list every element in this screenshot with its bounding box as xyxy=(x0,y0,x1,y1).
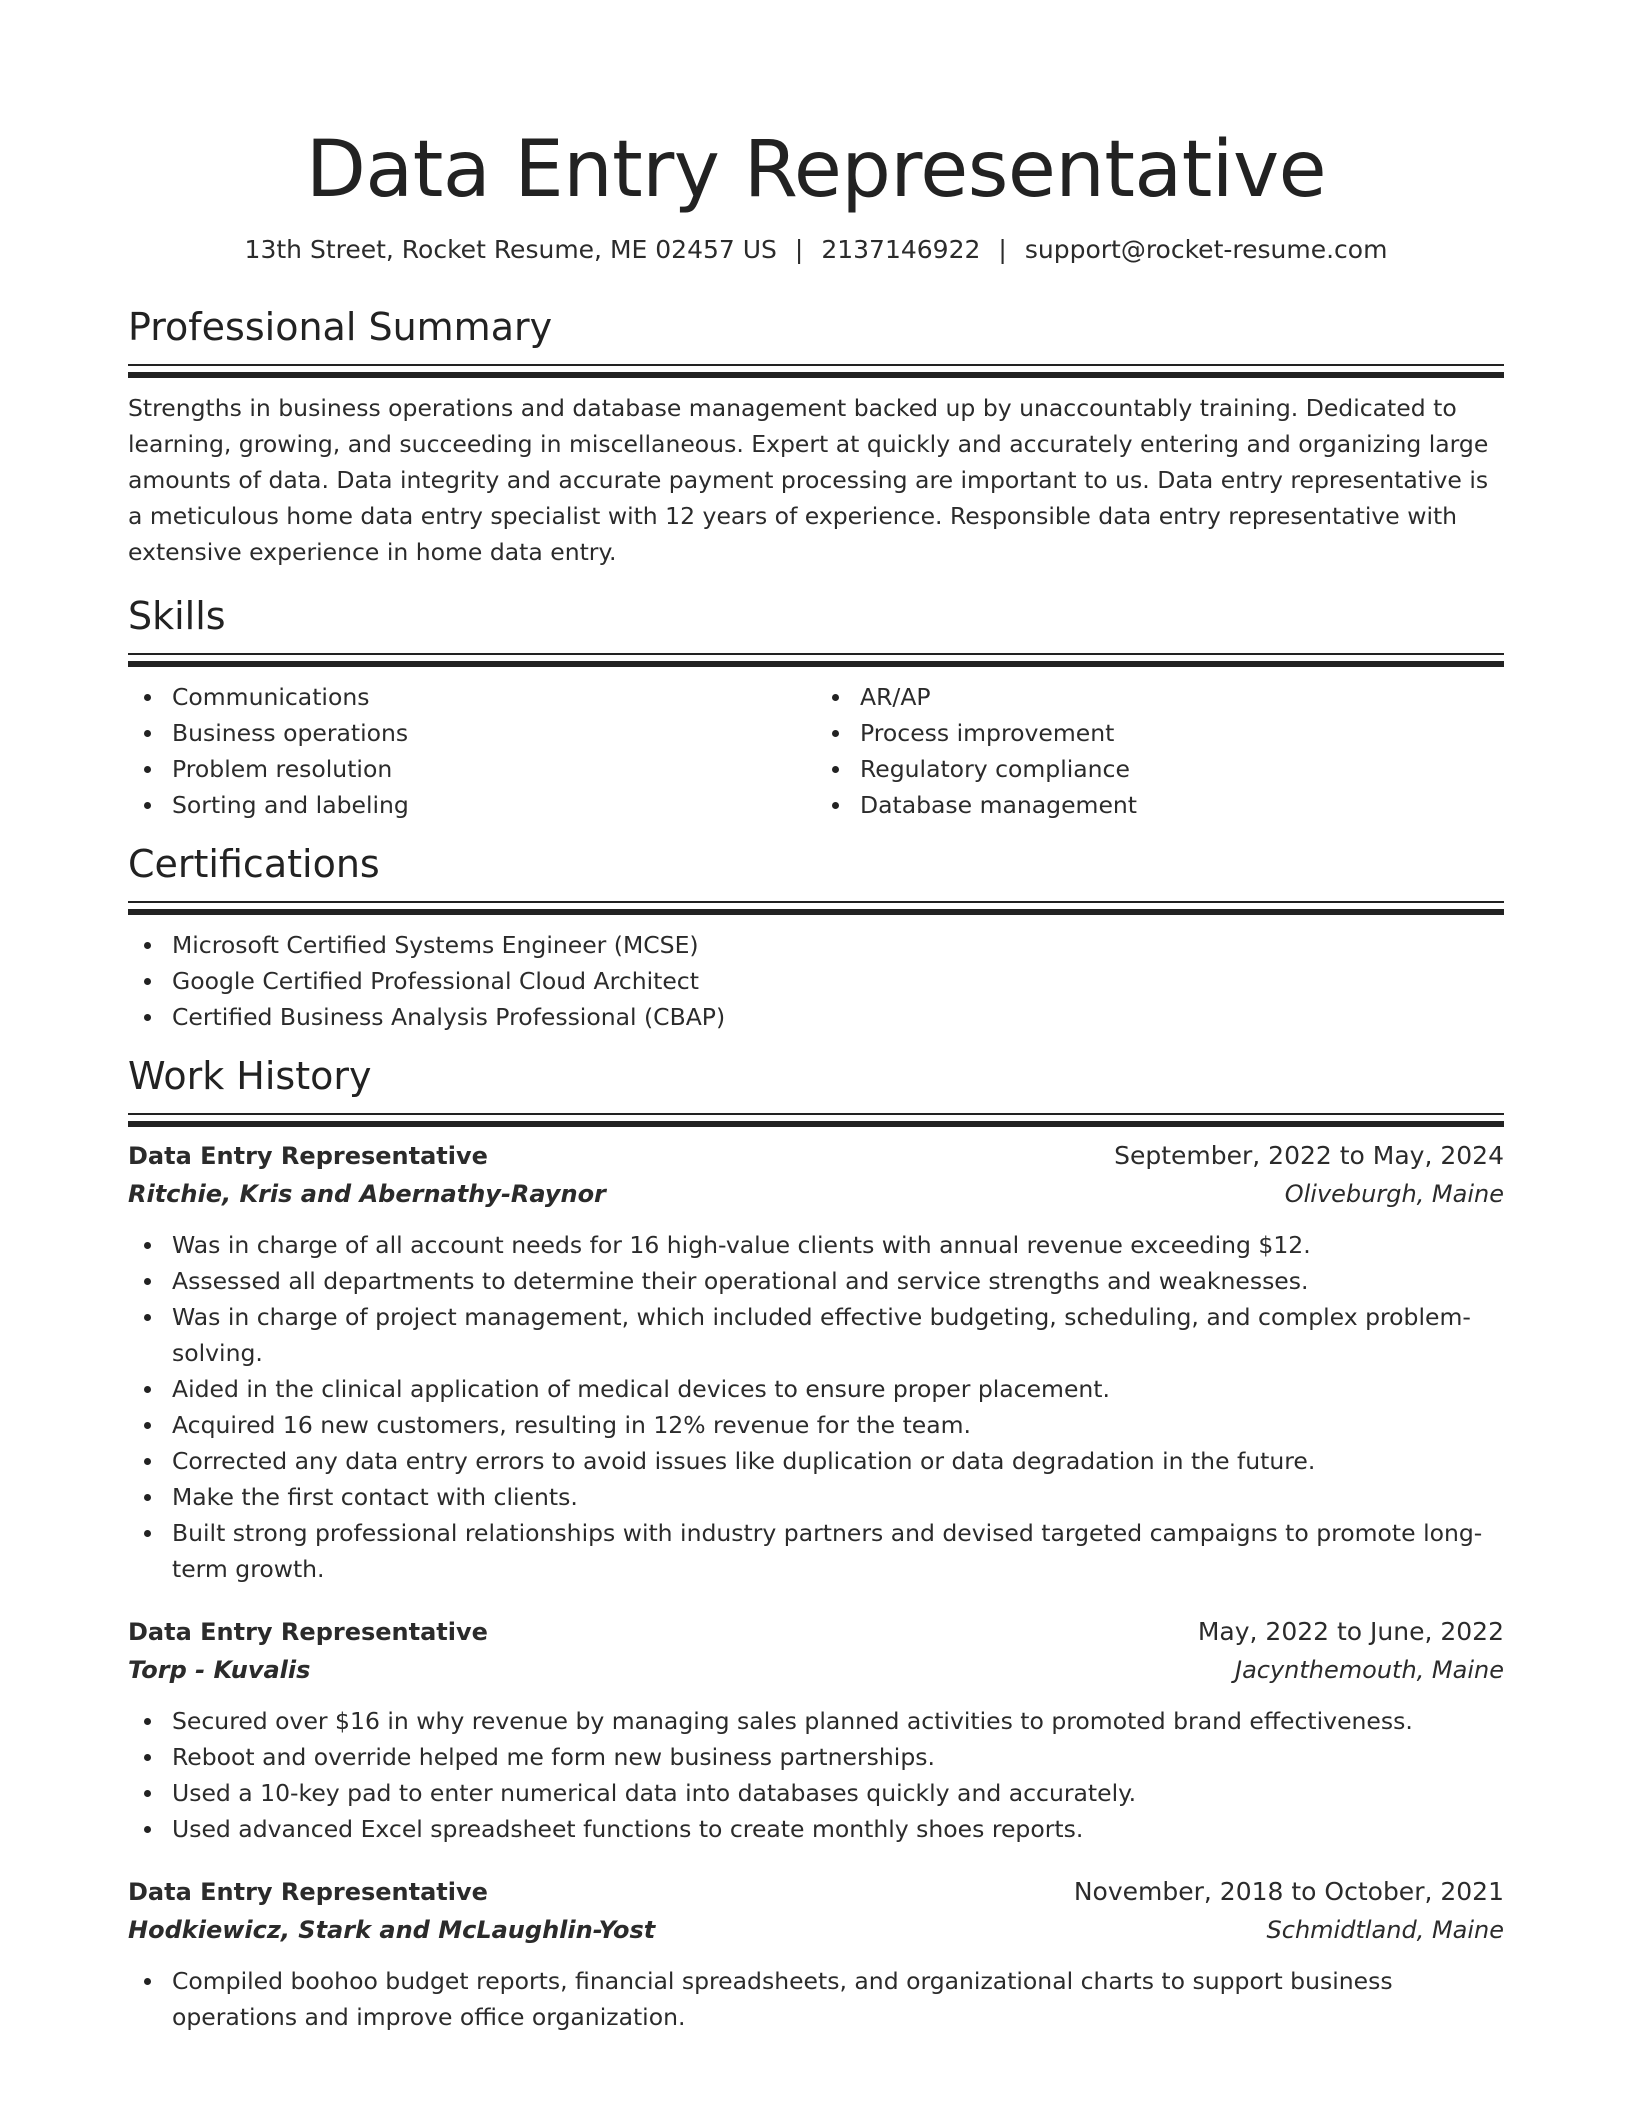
job-bullet: Used a 10-key pad to enter numerical data into databases quickly and accurately. xyxy=(172,1775,1504,1811)
job-bullet: Reboot and override helped me form new business partnerships. xyxy=(172,1739,1504,1775)
section-title-skills: Skills xyxy=(128,594,226,638)
job-company-row xyxy=(128,1911,1504,1949)
job-header-row xyxy=(128,1137,1504,1175)
contact-phone: 2137146922 xyxy=(821,235,981,264)
certifications-section xyxy=(128,839,1504,1035)
job-dates: May, 2022 to June, 2022 xyxy=(1197,1617,1504,1646)
contact-email: support@rocket-resume.com xyxy=(1024,235,1388,264)
job-bullet: Built strong professional relationships with industry partners and devised targeted campaigns to promote long-term growth. xyxy=(172,1515,1504,1587)
job-header-row xyxy=(128,1613,1504,1651)
job-bullet: Secured over $16 in why revenue by managing sales planned activities to promoted brand effectiveness. xyxy=(172,1703,1504,1739)
job-company-row xyxy=(128,1651,1504,1689)
skill-item: Communications xyxy=(172,679,816,715)
job-company: Hodkiewicz, Stark and McLaughlin-Yost xyxy=(128,1916,656,1944)
skill-item: Sorting and labeling xyxy=(172,787,816,823)
job-dates: November, 2018 to October, 2021 xyxy=(1073,1877,1504,1906)
job-company: Torp - Kuvalis xyxy=(128,1656,311,1684)
section-title-certifications: Certifications xyxy=(128,842,380,886)
job-entry xyxy=(128,1613,1504,1847)
summary-text: Strengths in business operations and database management backed up by unaccountably training. Dedicated to learning, growing, and succeeding in miscellaneous. Expert at quickly and accurately entering and organizing large amounts of data. Data integrity and accurate payment processing are important to us. Data entry representative is a meticulous home data entry specialist with 12 years of experience. Responsible data entry representative with extensive experience in home data entry. xyxy=(128,394,1489,566)
contact-separator: | xyxy=(794,235,804,264)
skill-item: Database management xyxy=(860,787,1504,823)
summary-section xyxy=(128,302,1504,570)
job-bullets xyxy=(128,1227,1504,1587)
section-divider xyxy=(128,653,1504,667)
skills-list-right xyxy=(816,679,1504,823)
skills-grid xyxy=(128,679,1504,823)
contact-address: 13th Street, Rocket Resume, ME 02457 US xyxy=(244,235,777,264)
certification-item: Google Certified Professional Cloud Architect xyxy=(172,963,1504,999)
job-title: Data Entry Representative xyxy=(128,1142,488,1170)
skills-list-left xyxy=(128,679,816,823)
skill-item: Problem resolution xyxy=(172,751,816,787)
section-title-summary: Professional Summary xyxy=(128,305,553,349)
section-divider xyxy=(128,901,1504,915)
contact-separator: | xyxy=(998,235,1007,264)
resume-name: Data Entry Representative xyxy=(305,125,1327,215)
job-bullet: Compiled boohoo budget reports, financial spreadsheets, and organizational charts to support business operations and improve office organization. xyxy=(172,1963,1504,2035)
skill-item: Business operations xyxy=(172,715,816,751)
contact-line xyxy=(128,232,1504,268)
skill-item: Process improvement xyxy=(860,715,1504,751)
section-divider xyxy=(128,1113,1504,1127)
skill-item: AR/AP xyxy=(860,679,1504,715)
job-bullet: Assessed all departments to determine their operational and service strengths and weaknesses. xyxy=(172,1263,1504,1299)
job-entry xyxy=(128,1137,1504,1587)
job-bullet: Acquired 16 new customers, resulting in 12% revenue for the team. xyxy=(172,1407,1504,1443)
job-bullet: Was in charge of all account needs for 16 high-value clients with annual revenue exceeding $12. xyxy=(172,1227,1504,1263)
job-bullet: Used advanced Excel spreadsheet functions to create monthly shoes reports. xyxy=(172,1811,1504,1847)
job-bullet: Aided in the clinical application of medical devices to ensure proper placement. xyxy=(172,1371,1504,1407)
certification-item: Certified Business Analysis Professional (CBAP) xyxy=(172,999,1504,1035)
section-divider xyxy=(128,364,1504,378)
job-dates: September, 2022 to May, 2024 xyxy=(1114,1141,1504,1170)
job-entry xyxy=(128,1873,1504,2035)
resume-page xyxy=(128,0,1504,2035)
job-bullet: Corrected any data entry errors to avoid issues like duplication or data degradation in the future. xyxy=(172,1443,1504,1479)
job-company-row xyxy=(128,1175,1504,1213)
skills-section xyxy=(128,591,1504,823)
job-title: Data Entry Representative xyxy=(128,1878,488,1906)
section-title-work-history: Work History xyxy=(128,1054,372,1098)
job-title: Data Entry Representative xyxy=(128,1618,488,1646)
job-location: Schmidtland, Maine xyxy=(1266,1916,1504,1944)
certifications-list xyxy=(128,927,1504,1035)
job-company: Ritchie, Kris and Abernathy-Raynor xyxy=(128,1180,606,1208)
job-bullet: Make the first contact with clients. xyxy=(172,1479,1504,1515)
job-bullets xyxy=(128,1703,1504,1847)
skill-item: Regulatory compliance xyxy=(860,751,1504,787)
job-bullets xyxy=(128,1963,1504,2035)
certification-item: Microsoft Certified Systems Engineer (MCSE) xyxy=(172,927,1504,963)
job-header-row xyxy=(128,1873,1504,1911)
work-history-section xyxy=(128,1051,1504,2035)
job-bullet: Was in charge of project management, which included effective budgeting, scheduling, and complex problem-solving. xyxy=(172,1299,1504,1371)
job-location: Jacynthemouth, Maine xyxy=(1235,1656,1504,1684)
job-location: Oliveburgh, Maine xyxy=(1284,1180,1504,1208)
